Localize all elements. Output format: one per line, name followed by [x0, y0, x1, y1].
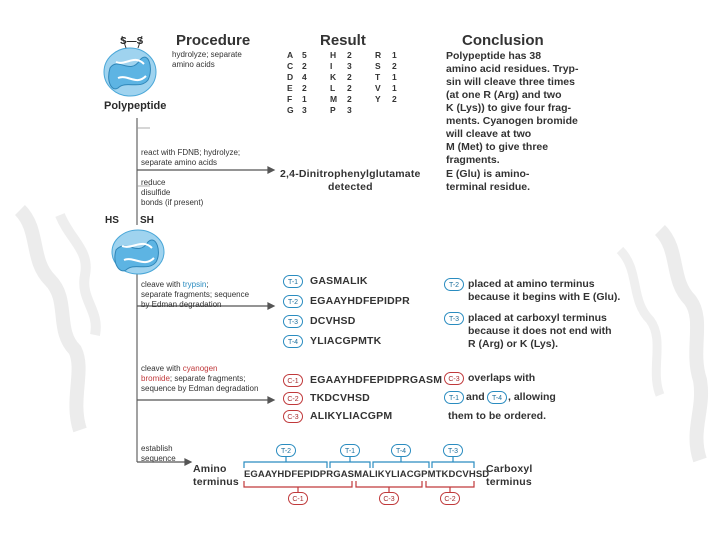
- step-trypsin: cleave with trypsin; separate fragments; sequence by Edman degradation: [141, 280, 250, 309]
- conclusion-and: and: [466, 391, 485, 403]
- final-tag-t4: T-4: [391, 444, 411, 457]
- hs-label: HS: [105, 215, 119, 226]
- fragment-t1: GASMALIK: [310, 275, 368, 287]
- sh-label: SH: [140, 215, 154, 226]
- conclusion-ordered: them to be ordered.: [448, 410, 547, 422]
- concl-tag-t4: T-4: [487, 391, 507, 404]
- cyanogen-label: cyanogen: [182, 364, 218, 373]
- fragment-c3: ALIKYLIACGPM: [310, 410, 393, 422]
- tag-c1: C-1: [283, 374, 303, 387]
- polypeptide-label: Polypeptide: [104, 100, 167, 112]
- concl-tag-t1: T-1: [444, 391, 464, 404]
- step-hydrolyze-line2: amino acids: [172, 60, 215, 69]
- seq-part-t3: DCVHSD: [448, 469, 490, 480]
- tag-t4: T-4: [283, 335, 303, 348]
- tag-t1: T-1: [283, 275, 303, 288]
- seq-part-t1: GASMALIK: [333, 469, 385, 480]
- trypsin-label: trypsin: [182, 280, 207, 289]
- final-tag-c3: C-3: [379, 492, 399, 505]
- tag-c2: C-2: [283, 392, 303, 405]
- final-tag-c1: C-1: [288, 492, 308, 505]
- conclusion-composition: Polypeptide has 38 amino acid residues. Tryp- sin will cleave three times (at one R (Arg) and two K (Lys)) to give four frag- ments. Cyanogen bromide will cleave at two M (Met) to give three fragments.: [446, 50, 579, 166]
- fragment-t2: EGAAYHDFEPIDPR: [310, 295, 410, 307]
- amino-terminus-label: Amino terminus: [193, 463, 239, 488]
- step-hydrolyze-line1: hydrolyze; separate: [172, 50, 242, 59]
- final-tag-c2: C-2: [440, 492, 460, 505]
- bromide-label: bromide: [141, 374, 170, 383]
- tag-c3: C-3: [283, 410, 303, 423]
- tag-t3: T-3: [283, 315, 303, 328]
- seq-part-t4: YLIACGPMTK: [384, 469, 449, 480]
- fragment-t3: DCVHSD: [310, 315, 356, 327]
- disulfide-label: S—S: [120, 36, 144, 47]
- conclusion-t3-placement: placed at carboxyl terminus because it does not end with R (Arg) or K (Lys).: [468, 312, 612, 350]
- concl-tag-c3: C-3: [444, 372, 464, 385]
- conclusion-header: Conclusion: [462, 32, 544, 49]
- conclusion-t2-placement: placed at amino terminus because it begins with E (Glu).: [468, 278, 621, 303]
- seq-part-t2: EGAAYHDFEPIDPR: [244, 469, 334, 480]
- composition-col1-letters: A C D E F G: [287, 50, 294, 115]
- concl-tag-t3: T-3: [444, 312, 464, 325]
- step-fdnb: react with FDNB; hydrolyze; separate amino acids: [141, 148, 241, 167]
- conclusion-overlap-text1: overlaps with: [468, 372, 536, 384]
- step-cnbr: cleave with cyanogen bromide; separate fragments; sequence by Edman degradation: [141, 364, 259, 393]
- step-establish: establish sequence: [141, 444, 176, 463]
- tag-t2: T-2: [283, 295, 303, 308]
- fragment-c1: EGAAYHDFEPIDPRGASM: [310, 374, 443, 386]
- composition-col3-letters: R S T V Y: [375, 50, 382, 104]
- result-fdnb: 2,4-Dinitrophenylglutamate detected: [280, 168, 421, 193]
- concl-tag-t2: T-2: [444, 278, 464, 291]
- final-tag-t1: T-1: [340, 444, 360, 457]
- fragment-c2: TKDCVHSD: [310, 392, 370, 404]
- step-reduce: reduce disulfide bonds (if present): [141, 178, 204, 207]
- final-tag-t3: T-3: [443, 444, 463, 457]
- conclusion-allowing: , allowing: [508, 391, 556, 403]
- fragment-t4: YLIACGPMTK: [310, 335, 382, 347]
- carboxyl-terminus-label: Carboxyl terminus: [486, 463, 533, 488]
- procedure-header: Procedure: [176, 32, 251, 49]
- composition-col1-counts: 5 2 4 2 1 3: [302, 50, 307, 115]
- final-tag-t2: T-2: [276, 444, 296, 457]
- composition-col2-counts: 2 3 2 2 2 3: [347, 50, 352, 115]
- result-header: Result: [320, 32, 366, 49]
- composition-col2-letters: H I K L M P: [330, 50, 338, 115]
- conclusion-amino-terminal: E (Glu) is amino- terminal residue.: [446, 168, 531, 193]
- composition-col3-counts: 1 2 1 1 2: [392, 50, 397, 104]
